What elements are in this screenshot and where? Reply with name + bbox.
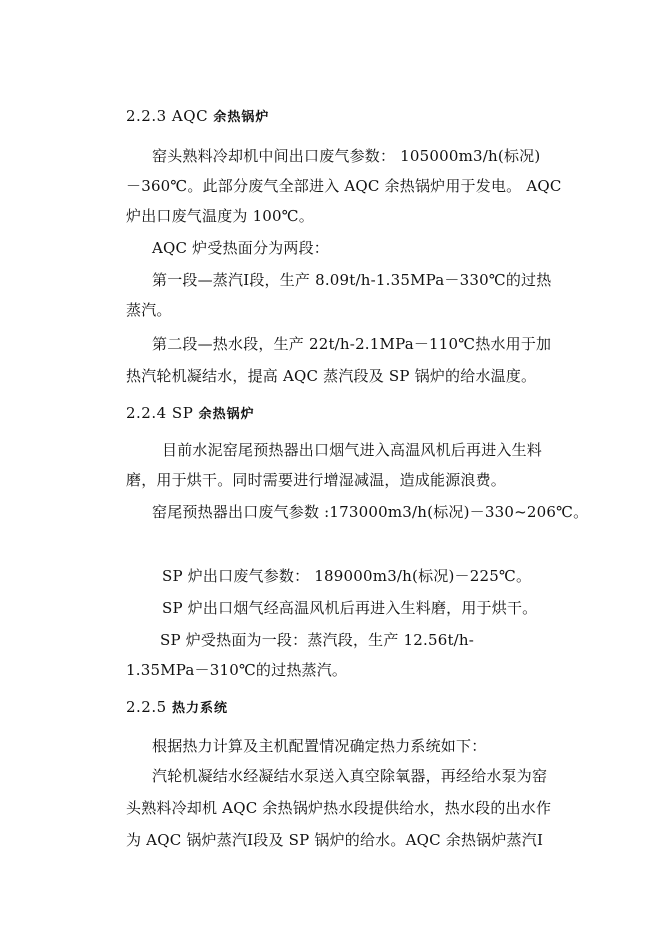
paragraph-line: 根据热力计算及主机配置情况确定热力系统如下： [152, 737, 487, 755]
paragraph-line: 1.35MPa－310℃的过热蒸汽。 [126, 661, 348, 679]
section-title: 余热锅炉 [198, 407, 255, 422]
paragraph-line: 为 AQC 锅炉蒸汽Ⅰ段及 SP 锅炉的给水。AQC 余热锅炉蒸汽Ⅰ [126, 831, 544, 849]
paragraph-line: 头熟料冷却机 AQC 余热锅炉热水段提供给水，热水段的出水作 [126, 799, 552, 817]
section-number: 2.2.5 [126, 698, 167, 716]
section-number: 2.2.3 AQC [126, 107, 209, 125]
paragraph-line: 第一段—蒸汽Ⅰ段，生产 8.09t/h-1.35MPa－330℃的过热 [152, 271, 552, 289]
paragraph-line: 目前水泥窑尾预热器出口烟气进入高温风机后再进入生料 [162, 441, 543, 459]
section-heading [126, 697, 228, 719]
paragraph-line: 窑尾预热器出口废气参数 :173000m3/h(标况)－330~206℃。 [152, 503, 589, 521]
paragraph-line: 炉出口废气温度为 100℃。 [126, 207, 314, 225]
paragraph-line: AQC 炉受热面分为两段： [152, 239, 329, 257]
paragraph-line: 磨，用于烘干。同时需要进行增湿减温，造成能源浪费。 [126, 471, 507, 489]
section-heading [126, 106, 269, 128]
paragraph-line: 窑头熟料冷却机中间出口废气参数： 105000m3/h(标况) [152, 147, 541, 165]
paragraph-line: 蒸汽。 [126, 301, 172, 319]
section-title: 余热锅炉 [213, 110, 270, 125]
paragraph-line: SP 炉受热面为一段：蒸汽段，生产 12.56t/h- [160, 631, 475, 649]
paragraph-line: 热汽轮机凝结水，提高 AQC 蒸汽段及 SP 锅炉的给水温度。 [126, 367, 537, 385]
section-number: 2.2.4 SP [126, 404, 194, 422]
paragraph-line: SP 炉出口烟气经高温风机后再进入生料磨，用于烘干。 [162, 599, 538, 617]
paragraph-line: 汽轮机凝结水经凝结水泵送入真空除氧器，再经给水泵为窑 [152, 767, 548, 785]
paragraph-line: SP 炉出口废气参数： 189000m3/h(标况)－225℃。 [162, 567, 532, 585]
paragraph-line: －360℃。此部分废气全部进入 AQC 余热锅炉用于发电。 AQC [126, 177, 562, 195]
section-heading [126, 403, 255, 425]
paragraph-line: 第二段—热水段，生产 22t/h-2.1MPa－110℃热水用于加 [152, 335, 552, 353]
section-title: 热力系统 [171, 701, 228, 716]
